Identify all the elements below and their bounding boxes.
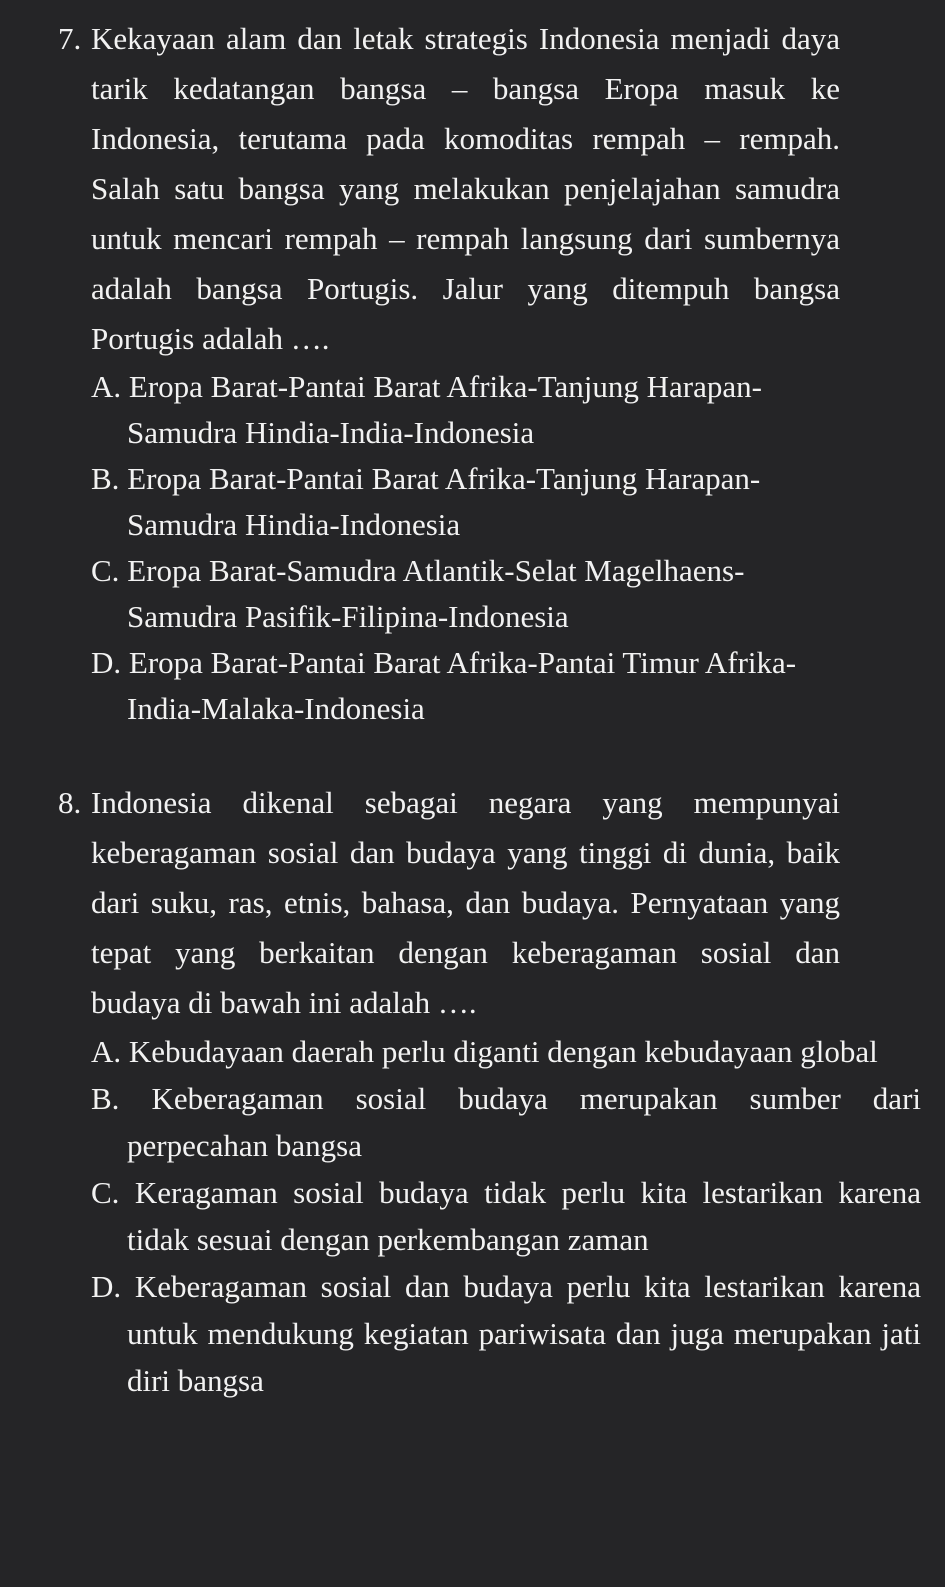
option-letter: A. — [91, 369, 122, 404]
option-a — [91, 364, 840, 456]
answer-options — [91, 364, 840, 732]
option-letter: D. — [91, 1269, 122, 1304]
option-text: Eropa Barat-Pantai Barat Afrika-Tanjung Harapan-Samudra Hindia-India-Indonesia — [127, 369, 762, 450]
option-letter: B. — [91, 461, 120, 496]
question-number: 7. — [58, 21, 82, 56]
option-letter: B. — [91, 1081, 120, 1116]
option-text: Eropa Barat-Pantai Barat Afrika-Tanjung Harapan-Samudra Hindia-Indonesia — [127, 461, 761, 542]
option-text: Keragaman sosial budaya tidak perlu kita lestarikan karena tidak sesuai dengan perkembangan zaman — [127, 1175, 922, 1257]
option-c — [91, 548, 840, 640]
option-letter: A. — [91, 1034, 122, 1069]
option-b — [91, 1075, 921, 1169]
option-text: Eropa Barat-Pantai Barat Afrika-Pantai Timur Afrika-India-Malaka-Indonesia — [127, 645, 797, 726]
option-b — [91, 456, 840, 548]
option-d — [91, 640, 840, 732]
question-number: 8. — [58, 785, 82, 820]
option-letter: C. — [91, 553, 120, 588]
option-text: Eropa Barat-Samudra Atlantik-Selat Magelhaens-Samudra Pasifik-Filipina-Indonesia — [127, 553, 745, 634]
option-text: Keberagaman sosial budaya merupakan sumber dari perpecahan bangsa — [127, 1081, 922, 1163]
option-text: Keberagaman sosial dan budaya perlu kita lestarikan karena untuk mendukung kegiatan pariwisata dan juga merupakan jati diri bangsa — [127, 1269, 922, 1398]
question-stem — [58, 14, 840, 364]
question-stem — [58, 778, 840, 1028]
option-letter: D. — [91, 645, 122, 680]
option-c — [91, 1169, 921, 1263]
option-text: Kebudayaan daerah perlu diganti dengan kebudayaan global — [128, 1034, 878, 1069]
question-7 — [58, 14, 840, 732]
option-letter: C. — [91, 1175, 120, 1210]
question-text: Kekayaan alam dan letak strategis Indonesia menjadi daya tarik kedatangan bangsa – bangsa Eropa masuk ke Indonesia, terutama pada komoditas rempah – rempah. Salah satu bangsa yang melakukan penjelajahan samudra untuk mencari rempah – rempah langsung dari sumbernya adalah bangsa Portugis. Jalur yang ditempuh bangsa Portugis adalah …. — [91, 21, 840, 356]
question-text: Indonesia dikenal sebagai negara yang mempunyai keberagaman sosial dan budaya yang tinggi di dunia, baik dari suku, ras, etnis, bahasa, dan budaya. Pernyataan yang tepat yang berkaitan dengan keberagaman sosial dan budaya di bawah ini adalah …. — [91, 785, 840, 1020]
question-8 — [58, 778, 922, 1404]
option-a — [91, 1028, 921, 1075]
answer-options — [91, 1028, 921, 1404]
option-d — [91, 1263, 921, 1404]
